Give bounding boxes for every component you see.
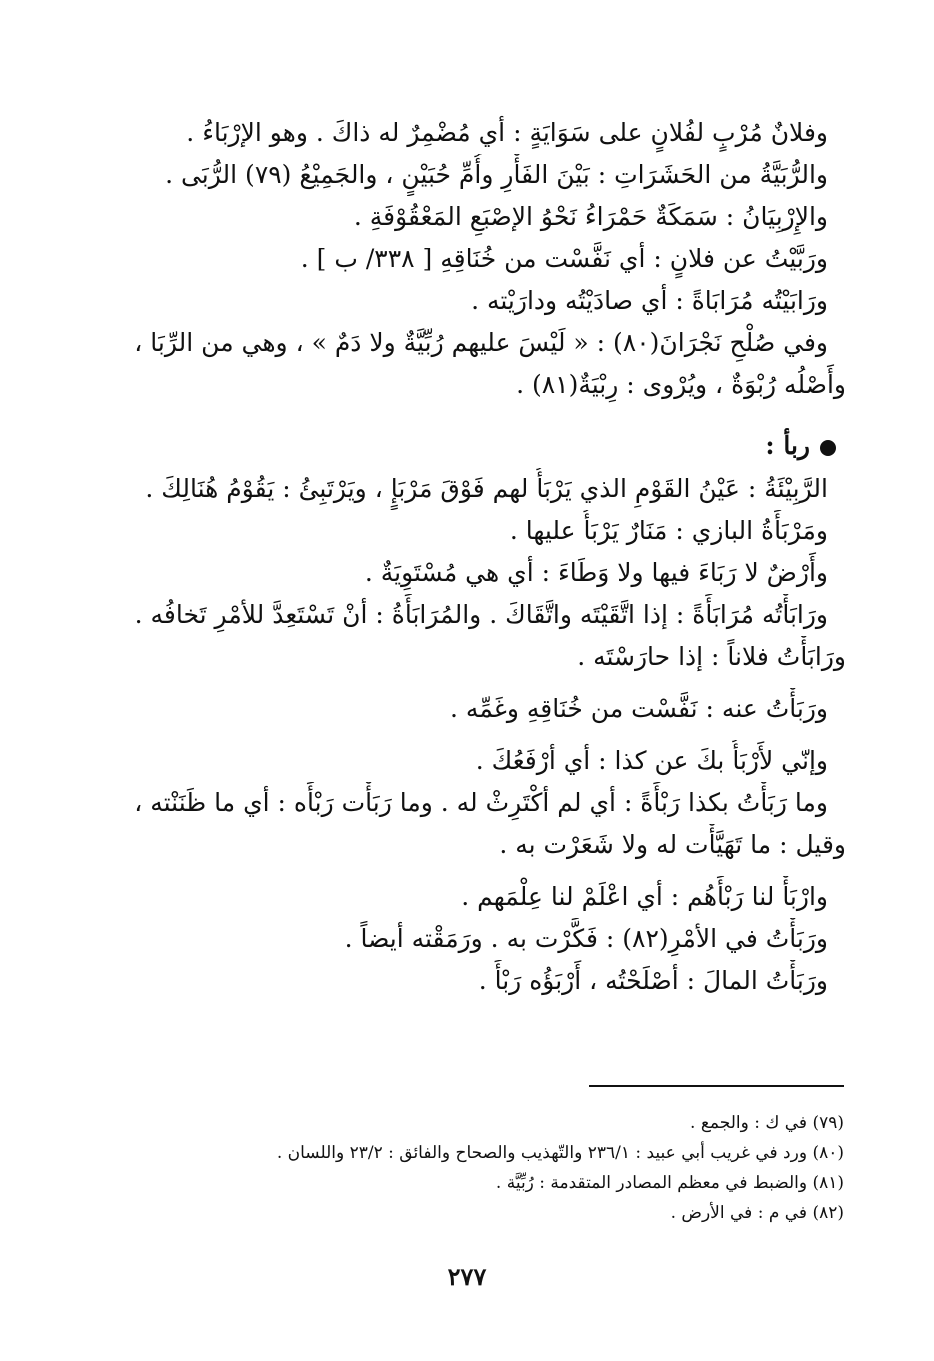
text-line: وفلانٌ مُرْبٍ لفُلانٍ على سَوَايَةٍ : أي مُضْمِرٌ له ذاكَ . وهو الإرْبَاءُ . [186,118,828,147]
text-line: والرُّبَيَّةُ من الحَشَرَاتِ : بَيْنَ الفَأْرِ وأُمِّ حُبَيْنٍ ، والجَمِيْعُ (٧٩) الرُّبَى . [165,160,828,189]
spacer [76,406,846,424]
text-line: وأَصْلُه رُبْوَةٌ ، ويُرْوى : رِبْيَةٌ(٨١) . [516,370,846,399]
text-line: وما رَبَأْتُ بكذا رَبْأَةً : أي لم أكْتَرِثْ له . وما رَبَأْت رَبْأَه : أي ما ظَنَنْته ، [134,788,828,817]
text-line: والإِرْبِيَانُ : سَمَكَةٌ حَمْرَاءُ نَحْوُ الإصْبَعِ المَعْقُوْفَةِ . [353,202,828,231]
text-line: وأَرْضٌ لا رَبَاءَ فيها ولا وَطَاءَ : أي هي مُسْتَوِيَةٌ . [364,558,828,587]
footnotes [144,1108,844,1228]
heading-text: ربأ : [765,431,810,460]
text-line: ورَبَأْتُ عنه : نَفَّسْت من خُنَاقِهِ وغَمِّه . [450,694,828,723]
text-line: ورَبَأْتُ المالَ : أصْلَحْتُه ، أَرْبَؤُه رَبْأً . [478,966,828,995]
text-line: ورَبَّيْتُ عن فلانٍ : أي نَفَّسْت من خُنَاقِهِ [ ٣٣٨/ ب ] . [300,244,828,273]
footnote: (٨٠) ورد في غريب أبي عبيد : ٢٣٦/١ والتّهذيب والصحاح والفائق : ٢٣/٢ واللسان . [276,1143,844,1163]
text-line: ورَابَأْتُ فلاناً : إذا حارَسْتَه . [577,642,846,671]
text-line: الرَّبِيْئَةُ : عَيْنُ القَوْمِ الذي يَرْبَأُ لهم فَوْقَ مَرْبَإٍ ، ويَرْتَبِئُ : يَقُوْمُ هُنَالِكَ . [145,474,828,503]
footnote: (٧٩) في ك : والجمع . [690,1113,844,1133]
spacer [76,866,846,876]
page-number: ٢٧٧ [447,1262,487,1291]
footnote-separator [589,1085,844,1087]
main-text [76,112,846,1002]
footnote: (٨٢) في م : في الأرض . [670,1203,844,1223]
spacer [76,678,846,688]
text-line: ورَابَأْتُه مُرَابَأَةً : إذا اتَّقَيْتَه واتَّقَاكَ . والمُرَابَأَةُ : أنْ تَسْتَعِدَّ للأمْرِ تَخافُه . [134,600,828,629]
footnote: (٨١) والضبط في معظم المصادر المتقدمة : رُبِّيَّة . [495,1173,844,1193]
text-line: ومَرْبَأَةُ البازي : مَنَارٌ يَرْبَأُ عليها . [509,516,828,545]
bullet-icon [820,440,836,456]
text-line: وارْبَأْ لنا رَبْأَهُم : أي اعْلَمْ لنا عِلْمَهم . [461,882,828,911]
text-line: ورَبَأْتُ في الأمْرِ(٨٢) : فَكَّرْت به . ورَمَقْته أيضاً . [344,924,828,953]
entry-heading [76,424,846,468]
text-line: ورَابَيْتُه مُرَابَاةً : أي صادَيْتُه ودارَيْته . [471,286,828,315]
text-line: وفي صُلْحِ نَجْرَانَ(٨٠) : « لَيْسَ عليهم رُبِّيَّةٌ ولا دَمٌ » ، وهي من الرِّبَا ، [134,328,828,357]
spacer [76,730,846,740]
text-line: وقيل : ما تَهَيَّأْت له ولا شَعَرْت به . [499,830,846,859]
text-line: وإنّي لأَرْبَأُ بكَ عن كذا : أي أرْفَعُكَ . [475,746,828,775]
